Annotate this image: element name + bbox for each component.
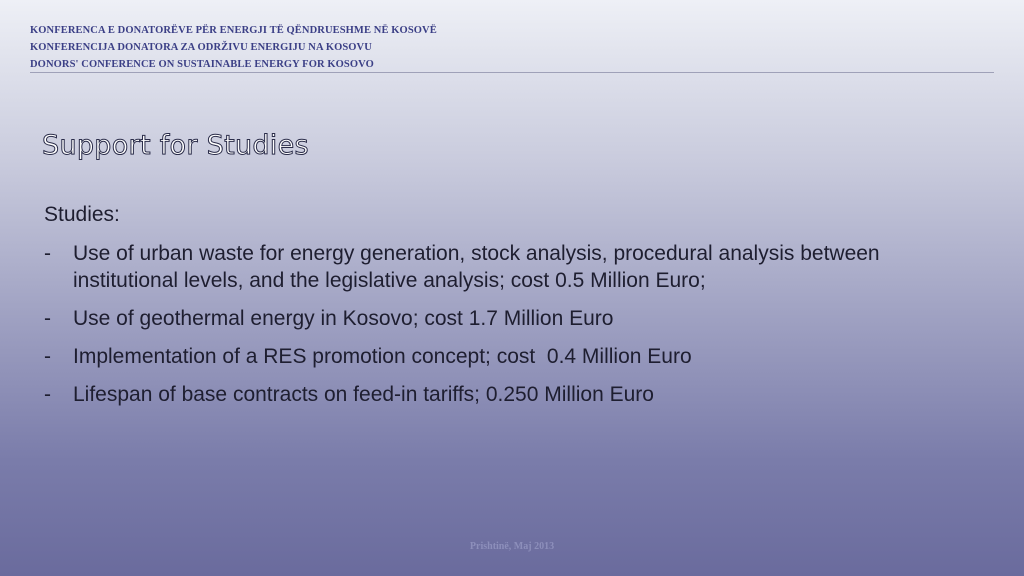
header-line-english: DONORS' CONFERENCE ON SUSTAINABLE ENERGY FOR KOSOVO [30, 59, 374, 70]
slide-title: Support for Studies [42, 130, 309, 161]
bullet-dash: - [44, 242, 51, 265]
list-item [44, 305, 984, 332]
list-item-text: Implementation of a RES promotion concept; cost 0.4 Million Euro [73, 345, 692, 368]
footer-location-date: Prishtinë, Maj 2013 [469, 541, 555, 552]
slide-body [44, 201, 984, 419]
list-item [44, 240, 984, 294]
list-item-text: Lifespan of base contracts on feed-in tariffs; 0.250 Million Euro [73, 383, 654, 406]
list-item [44, 343, 984, 370]
bullet-dash: - [44, 383, 51, 406]
studies-intro: Studies: [44, 203, 120, 226]
bullet-dash: - [44, 345, 51, 368]
bullet-dash: - [44, 307, 51, 330]
header-line-albanian: KONFERENCA E DONATORËVE PËR ENERGJI TË QËNDRUESHME NË KOSOVË [30, 25, 437, 36]
list-item-text: Use of geothermal energy in Kosovo; cost 1.7 Million Euro [73, 307, 614, 330]
header-divider [30, 72, 994, 73]
list-item [44, 381, 984, 408]
conference-header [30, 22, 437, 73]
header-line-serbian: KONFERENCIJA DONATORA ZA ODRŽIVU ENERGIJU NA KOSOVU [30, 42, 372, 53]
list-item-text: Use of urban waste for energy generation, stock analysis, procedural analysis between institutional levels, and the legislative analysis; cost 0.5 Million Euro; [73, 242, 880, 292]
